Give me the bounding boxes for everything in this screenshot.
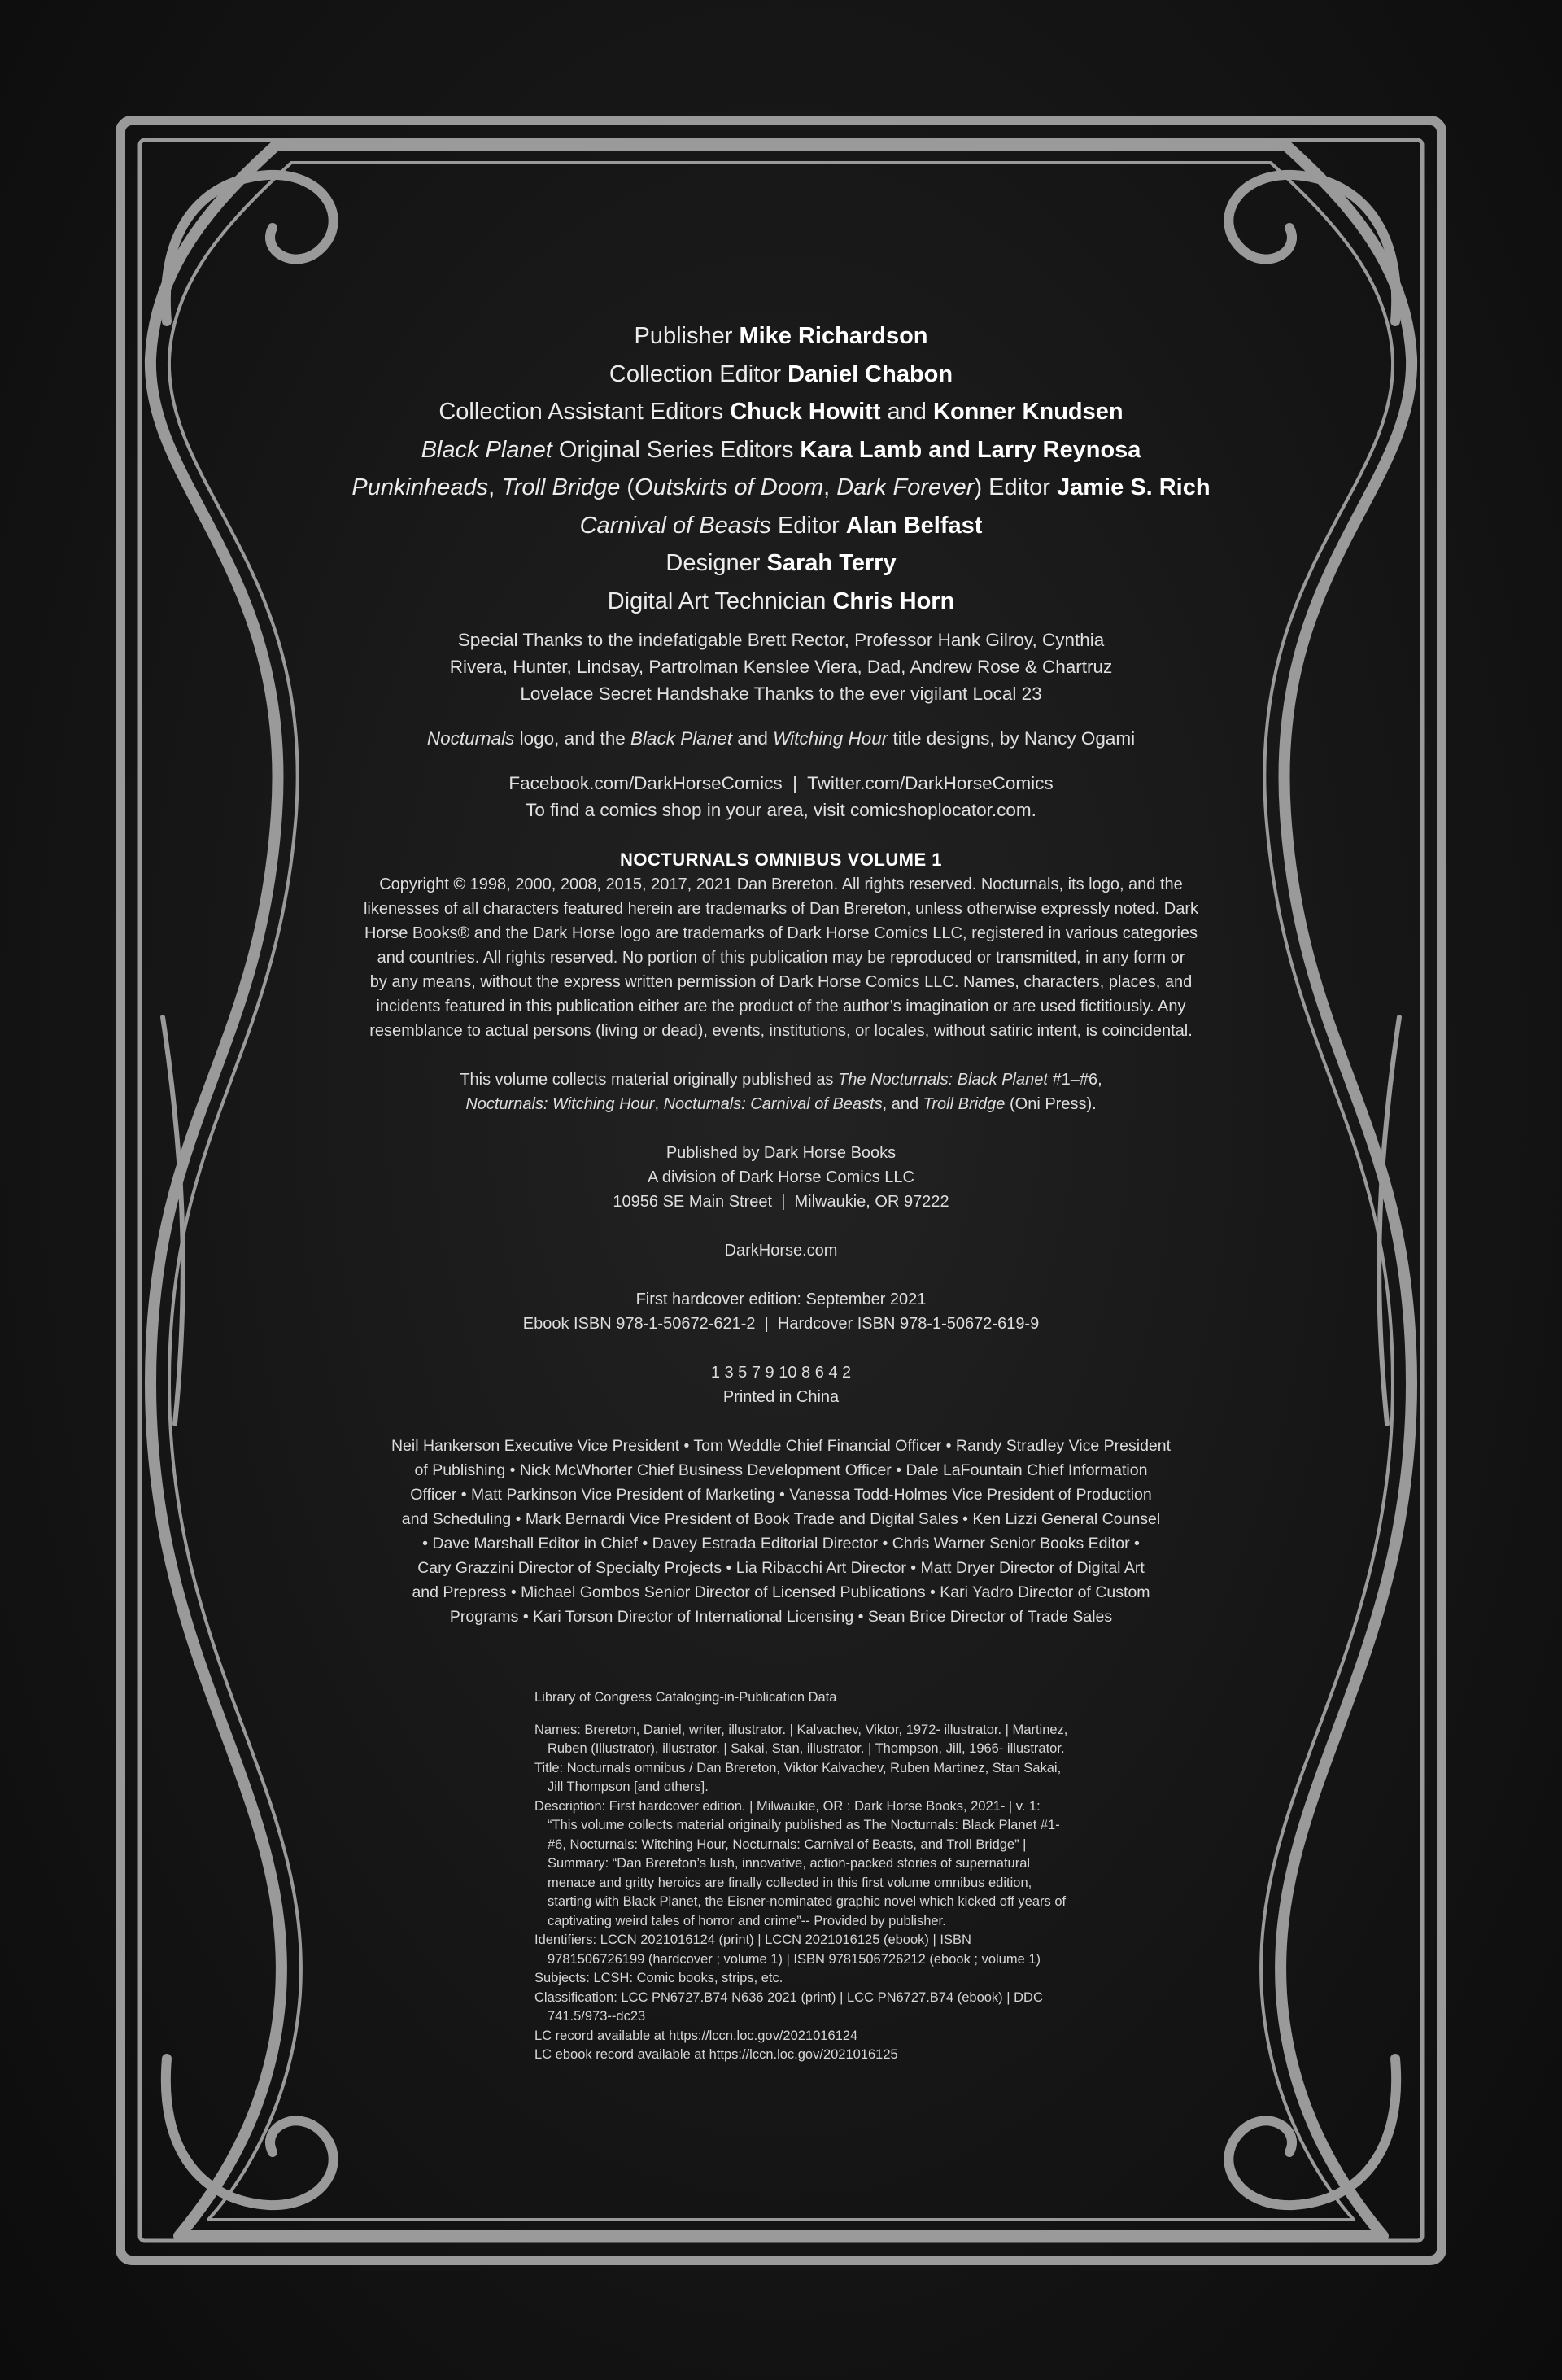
staff-line: • Dave Marshall Editor in Chief • Davey Estrada Editorial Director • Chris Warner Senior Books Editor • <box>422 1535 1140 1552</box>
edition-info <box>293 1287 1269 1336</box>
loc-entry: Description: First hardcover edition. | Milwaukie, OR : Dark Horse Books, 2021- | v. 1: “This volume collects material originally published as The Nocturnals: Black Planet #1-#6, Nocturnals: Witching Hour, Nocturnals: Carnival of Beasts, and Troll Bridge” | Summary: “Dan Brereton’s lush, innovative, action-packed stories of supernatural menace and gritty heroics are finally collected in this first volume omnibus edition, starting with Black Planet, the Eisner-nominated graphic novel which kicked off years of captivating weird tales of horror and crime”-- Provided by publisher. <box>534 1798 1067 1928</box>
copyright-line: likenesses of all characters featured herein are trademarks of Dan Brereton, unless otherwise expressly noted. Dark <box>363 900 1199 918</box>
library-of-congress-data <box>534 1688 1071 2065</box>
staff-line: and Scheduling • Mark Bernardi Vice President of Book Trade and Digital Sales • Ken Lizzi General Counsel <box>401 1510 1161 1528</box>
staff-line: Officer • Matt Parkinson Vice President of Marketing • Vanessa Todd-Holmes Vice President of Production <box>410 1486 1152 1504</box>
credits-content <box>293 317 1269 1629</box>
staff-line: and Prepress • Michael Gombos Senior Director of Licensed Publications • Kari Yadro Director of Custom <box>412 1583 1150 1601</box>
copyright-line: and countries. All rights reserved. No portion of this publication may be reproduced or transmitted, in any form or <box>377 949 1185 967</box>
credit-publisher <box>293 317 1269 356</box>
credit-series-title: Outskirts of Doom <box>635 474 824 500</box>
comic-shop-locator[interactable]: To find a comics shop in your area, visit comicshoplocator.com. <box>526 800 1036 820</box>
credit-series-title: Black Planet <box>421 436 552 463</box>
credit-name: Jamie S. Rich <box>1057 474 1211 500</box>
credit-designer <box>293 544 1269 583</box>
logo-credit <box>293 725 1269 752</box>
collects-text: #1–#6, <box>1047 1071 1102 1089</box>
collects-title: Troll Bridge <box>923 1095 1006 1113</box>
copyright-line: incidents featured in this publication either are the product of the author’s imagination or are used fictitiously. Any <box>376 998 1186 1015</box>
isbn-line: Ebook ISBN 978-1-50672-621-2 | Hardcover ISBN 978-1-50672-619-9 <box>522 1315 1040 1333</box>
collects-title: Nocturnals: Carnival of Beasts <box>663 1095 883 1113</box>
loc-entry: Subjects: LCSH: Comic books, strips, etc. <box>534 1971 783 1985</box>
edition-line: First hardcover edition: September 2021 <box>635 1290 927 1308</box>
special-thanks <box>293 627 1269 707</box>
credit-role: Designer <box>665 550 761 576</box>
credit-name: Chris Horn <box>832 587 955 614</box>
credit-role: Digital Art Technician <box>607 587 827 614</box>
printing-info <box>293 1360 1269 1409</box>
logo-credit-title: Nocturnals <box>426 728 515 749</box>
copyright-line: resemblance to actual persons (living or dead), events, institutions, or locales, without satiric intent, is coincidental. <box>369 1022 1193 1040</box>
credit-series-title: Dark Forever <box>836 474 975 500</box>
collects-title: The Nocturnals: Black Planet <box>838 1071 1048 1089</box>
separator: , <box>488 474 502 500</box>
logo-credit-text: and <box>732 728 774 749</box>
copyright-line: by any means, without the express written permission of Dark Horse Comics LLC. Names, characters, places, and <box>369 973 1193 991</box>
credit-punkinheads-editor <box>293 469 1269 507</box>
staff-line: Cary Grazzini Director of Specialty Projects • Lia Ribacchi Art Director • Matt Dryer Director of Digital Art <box>417 1559 1145 1577</box>
credit-name: Kara Lamb and Larry Reynosa <box>800 436 1141 463</box>
loc-entry: Identifiers: LCCN 2021016124 (print) | LCCN 2021016125 (ebook) | ISBN 9781506726199 (hardcover ; volume 1) | ISBN 9781506726212 (ebook ; volume 1) <box>534 1932 1041 1967</box>
book-title: NOCTURNALS OMNIBUS VOLUME 1 <box>619 849 943 870</box>
collects-line <box>293 1092 1269 1116</box>
thanks-line: Lovelace Secret Handshake Thanks to the ever vigilant Local 23 <box>520 683 1042 704</box>
loc-ebook-record-link[interactable]: LC ebook record available at https://lccn.loc.gov/2021016125 <box>534 2047 898 2062</box>
printing-numbers: 1 3 5 7 9 10 8 6 4 2 <box>710 1364 852 1382</box>
credit-collection-editor <box>293 356 1269 394</box>
printed-in: Printed in China <box>722 1388 840 1406</box>
copyright-text <box>293 872 1269 1043</box>
credit-name: Mike Richardson <box>739 323 928 349</box>
thanks-line: Special Thanks to the indefatigable Brett Rector, Professor Hank Gilroy, Cynthia <box>457 630 1105 650</box>
loc-entry: Classification: LCC PN6727.B74 N636 2021 (print) | LCC PN6727.B74 (ebook) | DDC 741.5/973--dc23 <box>534 1989 1043 2024</box>
credit-role: Collection Assistant Editors <box>438 399 724 425</box>
logo-credit-title: Witching Hour <box>773 728 888 749</box>
credit-role: Editor <box>777 512 840 539</box>
copyright-line: Copyright © 1998, 2000, 2008, 2015, 2017, 2021 Dan Brereton. All rights reserved. Nocturnals, its logo, and the <box>379 876 1183 893</box>
credit-series-title: Punkinheads <box>351 474 489 500</box>
credit-role: Collection Editor <box>609 360 782 387</box>
logo-credit-title: Black Planet <box>630 728 733 749</box>
logo-credit-text: logo, and the <box>514 728 631 749</box>
credit-role: Original Series Editors <box>558 436 794 463</box>
credit-assistant-editors <box>293 393 1269 431</box>
collects-title: Nocturnals: Witching Hour <box>465 1095 655 1113</box>
social-handles[interactable]: Facebook.com/DarkHorseComics | Twitter.com/DarkHorseComics <box>508 773 1054 793</box>
credit-series-title: Troll Bridge <box>501 474 621 500</box>
collects-text: , <box>654 1095 664 1113</box>
publisher-address: 10956 SE Main Street | Milwaukie, OR 97222 <box>613 1193 949 1211</box>
staff-line: Programs • Kari Torson Director of International Licensing • Sean Brice Director of Trade Sales <box>449 1608 1113 1626</box>
collects-note <box>293 1068 1269 1116</box>
collects-line <box>293 1068 1269 1092</box>
credit-series-title: Carnival of Beasts <box>579 512 771 539</box>
logo-credit-text: title designs, by Nancy Ogami <box>888 728 1136 749</box>
publisher-info <box>293 1141 1269 1214</box>
separator: , <box>823 474 837 500</box>
copyright-block <box>293 848 1269 1043</box>
credit-name: Sarah Terry <box>766 550 897 576</box>
staff-line: of Publishing • Nick McWhorter Chief Business Development Officer • Dale LaFountain Chief Information <box>414 1461 1148 1479</box>
credit-series-editors <box>293 431 1269 469</box>
credit-role: Editor <box>988 474 1050 500</box>
loc-entry: Names: Brereton, Daniel, writer, illustrator. | Kalvachev, Viktor, 1972- illustrator. | Martinez, Ruben (Illustrator), illustrator. | Sakai, Stan, illustrator. | Thompson, Jill, 1966- illustrator. <box>534 1722 1068 1756</box>
separator: ) <box>974 474 983 500</box>
publisher-line: A division of Dark Horse Comics LLC <box>648 1168 914 1186</box>
credit-joiner: and <box>887 399 927 425</box>
loc-record-link[interactable]: LC record available at https://lccn.loc.gov/2021016124 <box>534 2028 858 2043</box>
collects-text: (Oni Press). <box>1005 1095 1097 1113</box>
copyright-line: Horse Books® and the Dark Horse logo are trademarks of Dark Horse Comics LLC, registered in various categories <box>364 924 1198 942</box>
credit-carnival-editor <box>293 507 1269 545</box>
loc-heading: Library of Congress Cataloging-in-Publication Data <box>534 1690 837 1705</box>
staff-line: Neil Hankerson Executive Vice President • Tom Weddle Chief Financial Officer • Randy Stradley Vice President <box>390 1437 1172 1455</box>
credit-digital-art <box>293 583 1269 621</box>
publisher-line: Published by Dark Horse Books <box>665 1144 897 1162</box>
separator: ( <box>620 474 635 500</box>
collects-text: , and <box>882 1095 923 1113</box>
credit-role: Publisher <box>634 323 733 349</box>
thanks-line: Rivera, Hunter, Lindsay, Partrolman Kenslee Viera, Dad, Andrew Rose & Chartruz <box>449 657 1113 677</box>
credit-name: Alan Belfast <box>845 512 983 539</box>
staff-list <box>293 1434 1269 1629</box>
loc-entry: Title: Nocturnals omnibus / Dan Brereton, Viktor Kalvachev, Ruben Martinez, Stan Sakai, Jill Thompson [and others]. <box>534 1760 1062 1794</box>
collects-text: This volume collects material originally published as <box>460 1071 838 1089</box>
website-link[interactable]: DarkHorse.com <box>724 1242 838 1260</box>
credit-name: Chuck Howitt <box>730 399 881 425</box>
social-links <box>293 770 1269 823</box>
credit-name: Daniel Chabon <box>788 360 953 387</box>
credit-name-2: Konner Knudsen <box>933 399 1124 425</box>
